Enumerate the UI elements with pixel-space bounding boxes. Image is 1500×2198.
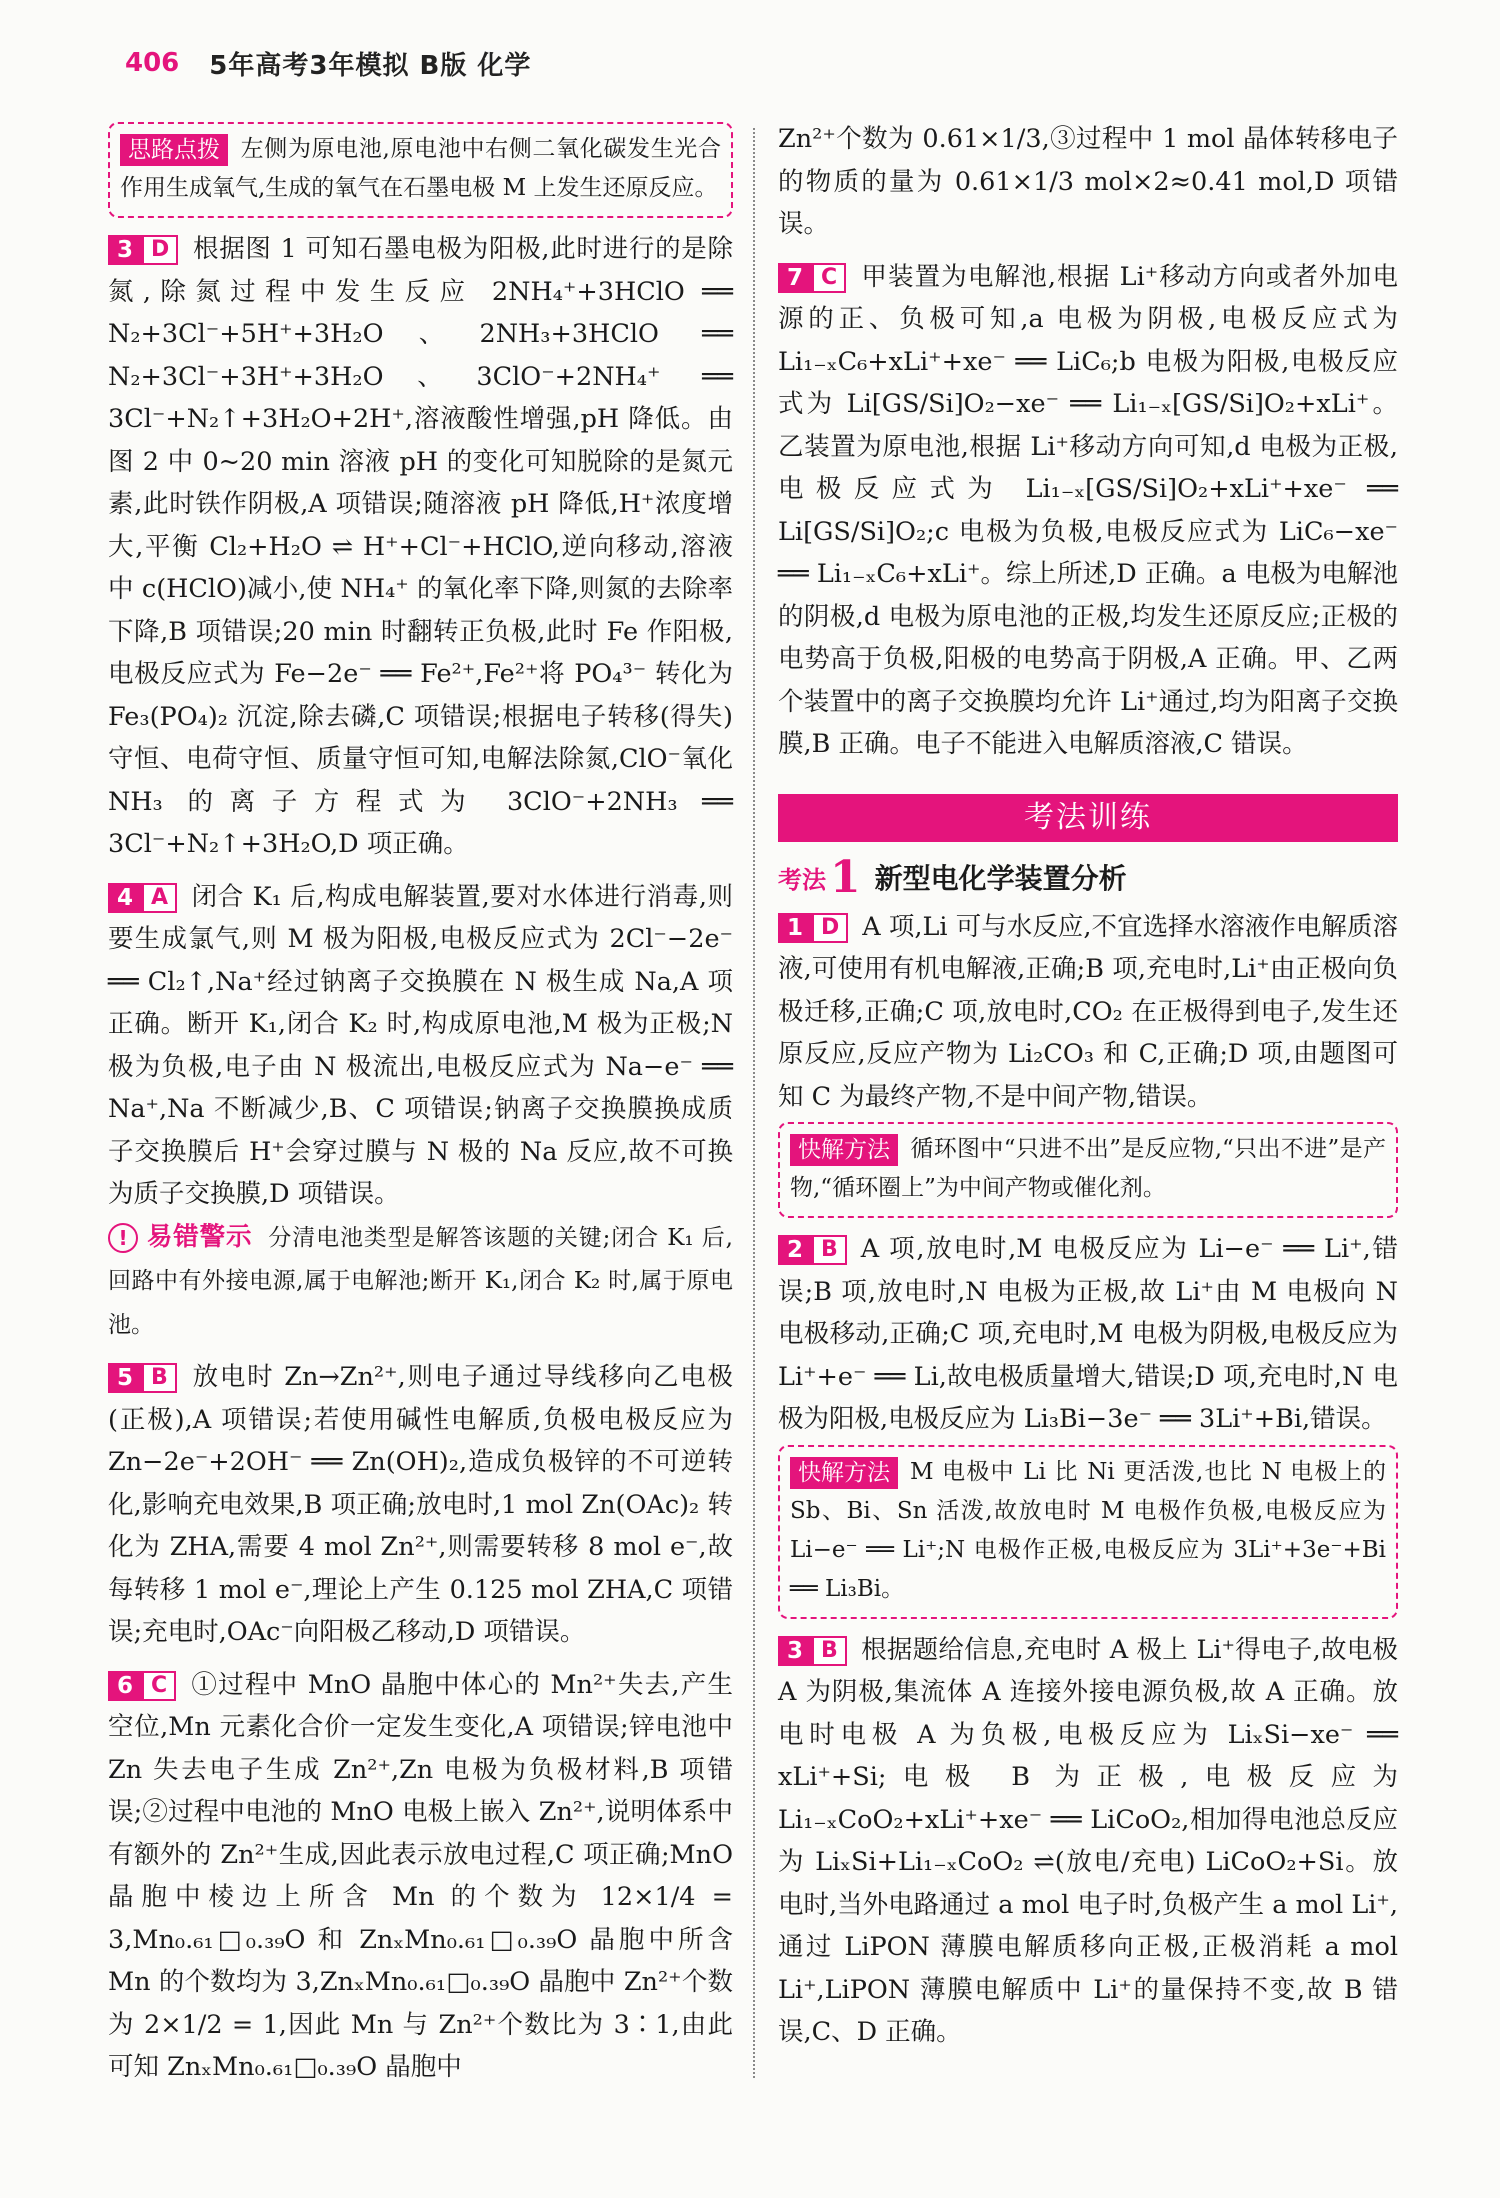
answer-6 bbox=[108, 1664, 733, 2089]
answer-text: ①过程中 MnO 晶胞中体心的 Mn²⁺失去,产生空位,Mn 元素化合价一定发生变化,A 项错误;锌电池中 Zn 失去电子生成 Zn²⁺,Zn 电极为负极材料,B 项错误;②过程中电池的 MnO 电极上嵌入 Zn²⁺,说明体系中有额外的 Zn²⁺生成,因此表示放电过程,C 项正确;MnO 晶胞中棱边上所含 Mn 的个数为 12×1/4 = 3,Mn₀.₆₁□₀.₃₉O 和 ZnₓMn₀.₆₁□₀.₃₉O 晶胞中所含 Mn 的个数均为 3,ZnₓMn₀.₆₁□₀.₃₉O 晶胞中 Zn²⁺个数为 2×1/2 = 1,因此 Mn 与 Zn²⁺个数比为 3∶1,由此可知 ZnₓMn₀.₆₁□₀.₃₉O 晶胞中 bbox=[108, 1669, 733, 2082]
hint-box bbox=[108, 122, 733, 218]
answer-text: 放电时 Zn→Zn²⁺,则电子通过导线移向乙电极(正极),A 项错误;若使用碱性电解质,负极电极反应为 Zn−2e⁻+2OH⁻ ══ Zn(OH)₂,造成负极锌的不可逆转化,影响充电效果,B 项正确;放电时,1 mol Zn(OAc)₂ 转化为 ZHA,需要 4 mol Zn²⁺,则需要转移 8 mol e⁻,故每转移 1 mol e⁻,理论上产生 0.125 mol ZHA,C 项错误;充电时,OAc⁻向阳极乙移动,D 项错误。 bbox=[108, 1362, 733, 1647]
answer-badge: 1 D bbox=[778, 913, 848, 943]
answer-badge: 5 B bbox=[108, 1363, 177, 1393]
section-number: 1 bbox=[830, 851, 861, 903]
answer-badge: 7 C bbox=[778, 263, 846, 293]
section-banner: 考法训练 bbox=[778, 794, 1398, 842]
answer-k3 bbox=[778, 1629, 1398, 2054]
warning-label: ! 易错警示 bbox=[108, 1222, 252, 1252]
answer-text: 闭合 K₁ 后,构成电解装置,要对水体进行消毒,则要生成氯气,则 M 极为阳极,电极反应式为 2Cl⁻−2e⁻ ══ Cl₂↑,Na⁺经过钠离子交换膜在 N 极生成 Na,A 项正确。断开 K₁,闭合 K₂ 时,构成原电池,M 极为正极;N 极为负极,电子由 N 极流出,电极反应式为 Na−e⁻ ══ Na⁺,Na 不断减少,B、C 项错误;钠离子交换膜换成质子交换膜后 H⁺会穿过膜与 N 极的 Na 反应,故不可换为质子交换膜,D 项错误。 bbox=[108, 881, 733, 1209]
warning-icon: ! bbox=[108, 1223, 138, 1253]
answer-k1 bbox=[778, 906, 1398, 1119]
warning-text: 分清电池类型是解答该题的关键;闭合 K₁ 后,回路中有外接电源,属于电解池;断开 K₁,闭合 K₂ 时,属于原电池。 bbox=[108, 1224, 733, 1338]
section-prefix: 考法 bbox=[778, 865, 826, 894]
answer-4 bbox=[108, 876, 733, 1216]
tip-text: M 电极中 Li 比 Ni 更活泼,也比 N 电极上的 Sb、Bi、Sn 活泼,故放电时 M 电极作负极,电极反应为 Li−e⁻ ══ Li⁺;N 电极作正极,电极反应为 3Li⁺+3e⁻+Bi ══ Li₃Bi。 bbox=[790, 1458, 1386, 1602]
section-heading bbox=[778, 851, 1398, 903]
answer-k2 bbox=[778, 1228, 1398, 1441]
answer-badge: 2 B bbox=[778, 1235, 847, 1265]
column-divider bbox=[753, 128, 755, 2078]
answer-text: 根据题给信息,充电时 A 极上 Li⁺得电子,故电极 A 为阴极,集流体 A 连接外接电源负极,故 A 正确。放电时电极 A 为负极,电极反应为 LiₓSi−xe⁻ ══ xLi⁺+Si;电极 B 为正极,电极反应为 Li₁₋ₓCoO₂+xLi⁺+xe⁻ ══ LiCoO₂,相加得电池总反应为 LiₓSi+Li₁₋ₓCoO₂ ⇌(放电/充电) LiCoO₂+Si。放电时,当外电路通过 a mol 电子时,负极产生 a mol Li⁺,通过 LiPON 薄膜电解质移向正极,正极消耗 a mol Li⁺,LiPON 薄膜电解质中 Li⁺的量保持不变,故 B 错误,C、D 正确。 bbox=[778, 1634, 1398, 2047]
answer-text: 根据图 1 可知石墨电极为阳极,此时进行的是除氮,除氮过程中发生反应 2NH₄⁺+3HClO ══ N₂+3Cl⁻+5H⁺+3H₂O、2NH₃+3HClO ══ N₂+3Cl⁻+3H⁺+3H₂O、3ClO⁻+2NH₄⁺ ══ 3Cl⁻+N₂↑+3H₂O+2H⁺,溶液酸性增强,pH 降低。由图 2 中 0~20 min 溶液 pH 的变化可知脱除的是氮元素,此时铁作阴极,A 项错误;随溶液 pH 降低,H⁺浓度增大,平衡 Cl₂+H₂O ⇌ H⁺+Cl⁻+HClO,逆向移动,溶液中 c(HClO)减小,使 NH₄⁺ 的氧化率下降,则氮的去除率下降,B 项错误;20 min 时翻转正负极,此时 Fe 作阳极,电极反应式为 Fe−2e⁻ ══ Fe²⁺,Fe²⁺将 PO₄³⁻ 转化为 Fe₃(PO₄)₂ 沉淀,除去磷,C 项错误;根据电子转移(得失)守恒、电荷守恒、质量守恒可知,电解法除氮,ClO⁻氧化 NH₃ 的离子方程式为 3ClO⁻+2NH₃ ══ 3Cl⁻+N₂↑+3H₂O,D 项正确。 bbox=[108, 234, 733, 859]
answer-7 bbox=[778, 256, 1398, 766]
tip-box bbox=[778, 1122, 1398, 1218]
page-number: 406 bbox=[125, 48, 180, 78]
answer-text: 甲装置为电解池,根据 Li⁺移动方向或者外加电源的正、负极可知,a 电极为阴极,电极反应式为 Li₁₋ₓC₆+xLi⁺+xe⁻ ══ LiC₆;b 电极为阳极,电极反应式为 Li[GS/Si]O₂−xe⁻ ══ Li₁₋ₓ[GS/Si]O₂+xLi⁺。乙装置为原电池,根据 Li⁺移动方向可知,d 电极为正极,电极反应式为 Li₁₋ₓ[GS/Si]O₂+xLi⁺+xe⁻ ══ Li[GS/Si]O₂;c 电极为负极,电极反应式为 LiC₆−xe⁻ ══ Li₁₋ₓC₆+xLi⁺。综上所述,D 正确。a 电极为电解池的阴极,d 电极为原电池的正极,均发生还原反应;正极的电势高于负极,阳极的电势高于阴极,A 正确。甲、乙两个装置中的离子交换膜均允许 Li⁺通过,均为阳离子交换膜,B 正确。电子不能进入电解质溶液,C 错误。 bbox=[778, 261, 1398, 759]
answer-text: A 项,放电时,M 电极反应为 Li−e⁻ ══ Li⁺,错误;B 项,放电时,N 电极为正极,故 Li⁺由 M 电极向 N 电极移动,正确;C 项,充电时,M 电极为阴极,电极反应为 Li⁺+e⁻ ══ Li,故电极质量增大,错误;D 项,充电时,N 电极为阳极,电极反应为 Li₃Bi−3e⁻ ══ 3Li⁺+Bi,错误。 bbox=[778, 1234, 1398, 1434]
answer-text: A 项,Li 可与水反应,不宜选择水溶液作电解质溶液,可使用有机电解液,正确;B 项,充电时,Li⁺由正极向负极迁移,正确;C 项,放电时,CO₂ 在正极得到电子,发生还原反应,反应产物为 Li₂CO₃ 和 C,正确;D 项,由题图可知 C 为最终产物,不是中间产物,错误。 bbox=[778, 911, 1398, 1112]
right-column bbox=[778, 118, 1398, 2054]
hint-tag: 思路点拨 bbox=[120, 134, 228, 166]
answer-6-continued: Zn²⁺个数为 0.61×1/3,③过程中 1 mol 晶体转移电子的物质的量为 0.61×1/3 mol×2≈0.41 mol,D 项错误。 bbox=[778, 124, 1398, 239]
answer-badge: 3 D bbox=[108, 235, 178, 265]
answer-badge: 4 A bbox=[108, 883, 177, 913]
tip-tag: 快解方法 bbox=[790, 1457, 898, 1489]
hint-text: 左侧为原电池,原电池中右侧二氧化碳发生光合作用生成氧气,生成的氧气在石墨电极 M 上发生还原反应。 bbox=[120, 136, 721, 201]
answer-3 bbox=[108, 228, 733, 866]
left-column bbox=[108, 118, 733, 2089]
book-title: 5年高考3年模拟 B版 化学 bbox=[209, 50, 532, 81]
page-header bbox=[125, 38, 531, 88]
answer-badge: 3 B bbox=[778, 1636, 847, 1666]
warning-note bbox=[108, 1216, 733, 1347]
answer-badge: 6 C bbox=[108, 1671, 176, 1701]
tip-tag: 快解方法 bbox=[790, 1134, 898, 1166]
tip-text: 循环图中“只进不出”是反应物,“只出不进”是产物,“循环圈上”为中间产物或催化剂。 bbox=[790, 1136, 1386, 1201]
tip-box bbox=[778, 1445, 1398, 1619]
answer-5 bbox=[108, 1356, 733, 1654]
section-title: 新型电化学装置分析 bbox=[874, 861, 1127, 895]
